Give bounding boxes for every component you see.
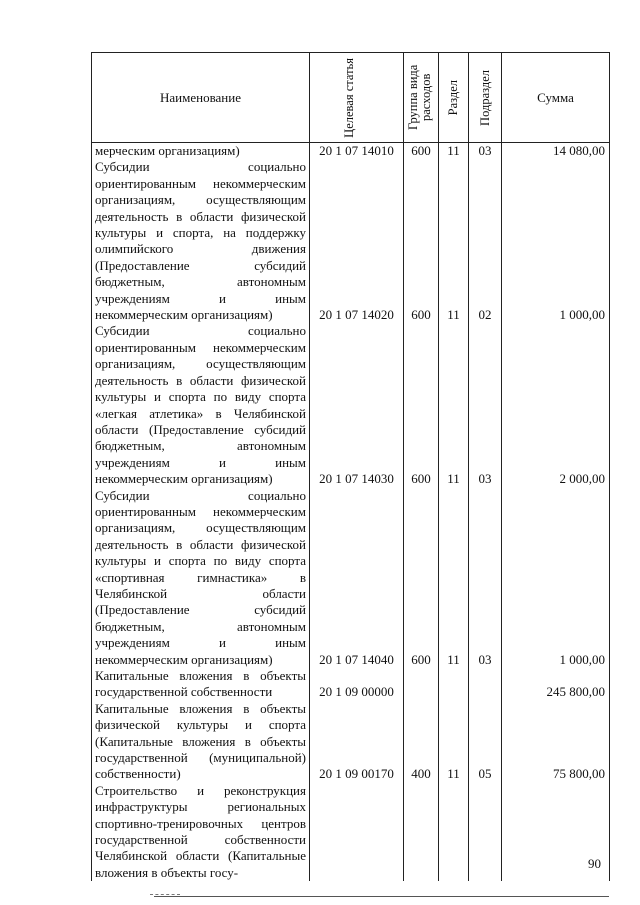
row-name: Субсидии социально ориентированным некоммерческим организациям, осуществляющим деятельность в области физической культуры и спорта по виду спорта «спортивная гимнастика» в Челябинской области (Предоставление субсидий бюджетным, автономным учреждениям и иным некоммерческим организациям) <box>92 488 310 668</box>
header-group: Группа вида расходов <box>404 53 439 143</box>
row-sum: 75 800,00 <box>502 701 610 783</box>
footer-rule <box>154 896 609 897</box>
header-subsection: Подраздел <box>469 53 502 143</box>
row-subsection: 03 <box>469 323 502 487</box>
row-section <box>439 668 469 701</box>
row-group <box>404 668 439 701</box>
row-subsection <box>469 783 502 881</box>
row-target: 20 1 07 14030 <box>310 323 404 487</box>
row-sum: 2 000,00 <box>502 323 610 487</box>
row-group: 600 <box>404 488 439 668</box>
row-name: Субсидии социально ориентированным некоммерческим организациям, осуществляющим деятельность в области физической культуры и спорта, на поддержку олимпийского движения (Предоставление субсидий бюджетным, автономным учреждениям и иным некоммерческим организациям) <box>92 159 310 323</box>
row-target: 20 1 09 00000 <box>310 668 404 701</box>
row-section: 11 <box>439 488 469 668</box>
row-name: Капитальные вложения в объекты физической культуры и спорта (Капитальные вложения в объекты государственной (муниципальной) собственности) <box>92 701 310 783</box>
footer-dash <box>150 894 180 895</box>
row-subsection: 05 <box>469 701 502 783</box>
row-name: Субсидии социально ориентированным некоммерческим организациям, осуществляющим деятельность в области физической культуры и спорта по виду спорта «легкая атлетика» в Челябинской области (Предоставление субсидий бюджетным, автономным учреждениям и иным некоммерческим организациям) <box>92 323 310 487</box>
row-section: 11 <box>439 701 469 783</box>
row-name: мерческим организациям) <box>92 143 310 160</box>
row-target <box>310 783 404 881</box>
row-subsection: 03 <box>469 143 502 160</box>
row-sum: 1 000,00 <box>502 159 610 323</box>
table-row <box>92 701 610 783</box>
page-number: 90 <box>588 856 601 871</box>
row-target: 20 1 09 00170 <box>310 701 404 783</box>
row-subsection: 03 <box>469 488 502 668</box>
header-name: Наименование <box>92 53 310 143</box>
header-target: Целевая статья <box>310 53 404 143</box>
row-group: 600 <box>404 143 439 160</box>
table-row <box>92 159 610 323</box>
header-section: Раздел <box>439 53 469 143</box>
row-target: 20 1 07 14010 <box>310 143 404 160</box>
header-sum: Сумма <box>502 53 610 143</box>
table-row <box>92 783 610 881</box>
row-group: 600 <box>404 323 439 487</box>
row-subsection <box>469 668 502 701</box>
row-group: 600 <box>404 159 439 323</box>
table-row <box>92 143 610 160</box>
row-group: 400 <box>404 701 439 783</box>
table-row <box>92 488 610 668</box>
row-name: Капитальные вложения в объекты государственной собственности <box>92 668 310 701</box>
row-section: 11 <box>439 159 469 323</box>
row-section: 11 <box>439 323 469 487</box>
row-section: 11 <box>439 143 469 160</box>
row-section <box>439 783 469 881</box>
budget-table <box>91 52 610 881</box>
row-group <box>404 783 439 881</box>
row-target: 20 1 07 14020 <box>310 159 404 323</box>
row-sum: 1 000,00 <box>502 488 610 668</box>
row-sum: 14 080,00 <box>502 143 610 160</box>
row-target: 20 1 07 14040 <box>310 488 404 668</box>
row-subsection: 02 <box>469 159 502 323</box>
table-header-row <box>92 53 610 143</box>
table-row <box>92 668 610 701</box>
table-row <box>92 323 610 487</box>
row-sum: 245 800,00 <box>502 668 610 701</box>
row-name: Строительство и реконструкция инфраструктуры региональных спортивно-тренировочных центров государственной собственности Челябинской области (Капитальные вложения в объекты госу- <box>92 783 310 881</box>
